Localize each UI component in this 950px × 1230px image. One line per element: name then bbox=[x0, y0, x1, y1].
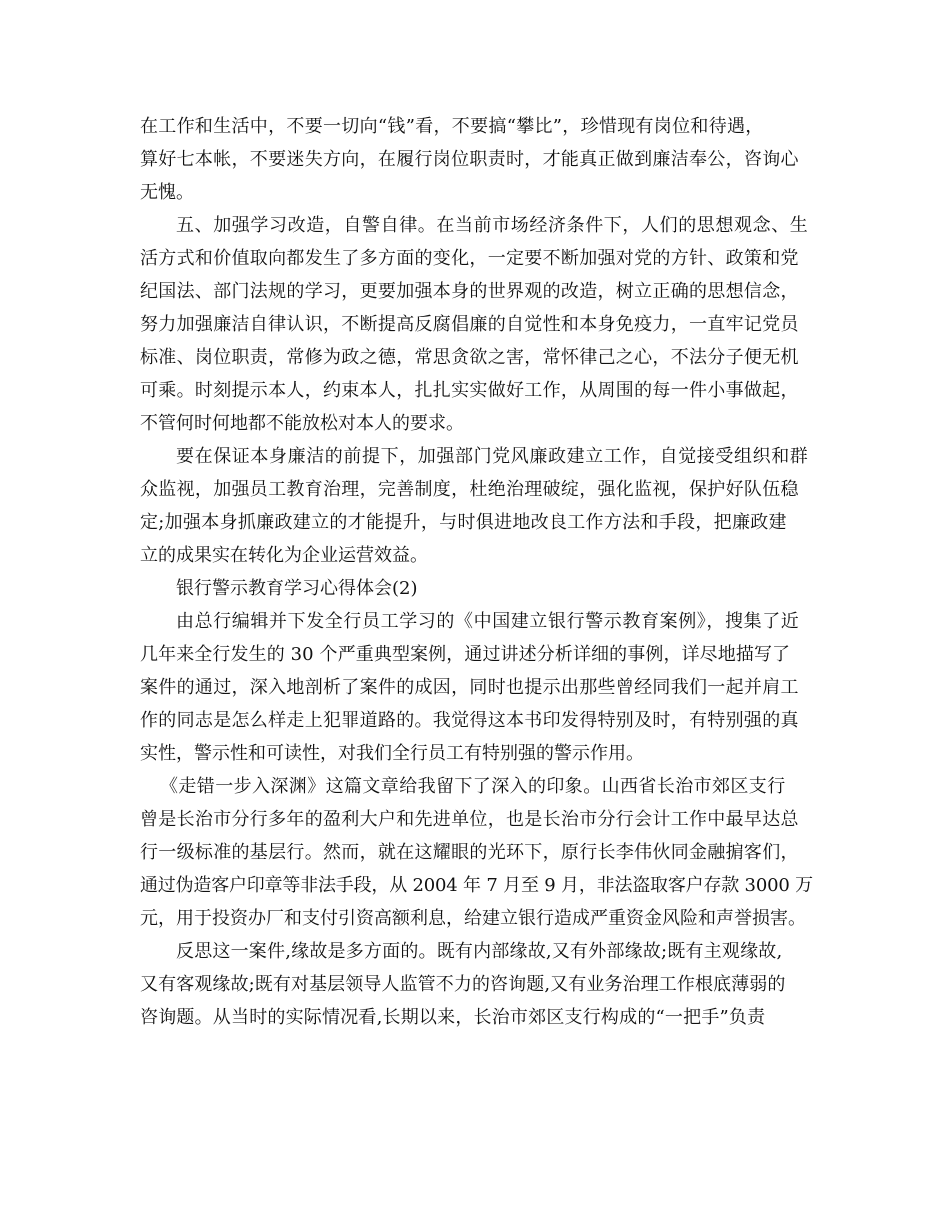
text-line: 几年来全行发生的 30 个严重典型案例，通过讲述分析详细的事例，详尽地描写了 bbox=[140, 644, 791, 665]
text-line: 反思这一案件,缘故是多方面的。既有内部缘故,又有外部缘故;既有主观缘故, bbox=[176, 941, 783, 962]
text-line: 众监视，加强员工教育治理，完善制度，杜绝治理破绽，强化监视，保护好队伍稳 bbox=[140, 479, 799, 500]
text-line: 活方式和价值取向都发生了多方面的变化，一定要不断加强对党的方针、政策和党 bbox=[140, 248, 799, 269]
text-line: 通过伪造客户印章等非法手段，从 2004 年 7 月至 9 月，非法盗取客户存款 3000 万 bbox=[140, 875, 813, 896]
paragraph-3 bbox=[140, 440, 840, 572]
text-line: 可乘。时刻提示本人，约束本人，扎扎实实做好工作，从周围的每一件小事做起， bbox=[140, 380, 799, 401]
document-body bbox=[140, 110, 840, 1034]
text-line: 努力加强廉洁自律认识，不断提高反腐倡廉的自觉性和本身免疫力，一直牢记党员 bbox=[140, 314, 799, 335]
text-line: 《走错一步入深渊》这篇文章给我留下了深入的印象。山西省长治市郊区支行 bbox=[160, 776, 786, 797]
paragraph-1 bbox=[140, 110, 840, 209]
text-line: 无愧。 bbox=[140, 182, 194, 203]
text-line: 算好七本帐，不要迷失方向，在履行岗位职责时，才能真正做到廉洁奉公，咨询心 bbox=[140, 149, 799, 170]
text-line: 又有客观缘故;既有对基层领导人监管不力的咨询题,又有业务治理工作根底薄弱的 bbox=[140, 974, 786, 995]
text-line: 实性，警示性和可读性，对我们全行员工有特别强的警示作用。 bbox=[140, 743, 644, 764]
text-line: 咨询题。从当时的实际情况看,长期以来，长治市郊区支行构成的“一把手”负责 bbox=[140, 1007, 766, 1028]
text-line: 不管何时何地都不能放松对本人的要求。 bbox=[140, 413, 464, 434]
text-line: 标准、岗位职责，常修为政之德，常思贪欲之害，常怀律己之心，不法分子便无机 bbox=[140, 347, 799, 368]
paragraph-7 bbox=[140, 935, 840, 1034]
text-line: 纪国法、部门法规的学习，更要加强本身的世界观的改造，树立正确的思想信念， bbox=[140, 281, 799, 302]
text-line: 案件的通过，深入地剖析了案件的成因，同时也提示出那些曾经同我们一起并肩工 bbox=[140, 677, 799, 698]
section-heading bbox=[140, 572, 840, 605]
text-line: 五、加强学习改造，自警自律。在当前市场经济条件下，人们的思想观念、生 bbox=[176, 215, 809, 236]
text-line: 要在保证本身廉洁的前提下，加强部门党风廉政建立工作，自觉接受组织和群 bbox=[176, 446, 809, 467]
text-line: 由总行编辑并下发全行员工学习的《中国建立银行警示教育案例》，搜集了近 bbox=[176, 611, 800, 632]
paragraph-5 bbox=[140, 605, 840, 770]
section-title: 银行警示教育学习心得体会(2) bbox=[176, 578, 418, 599]
text-line: 曾是长治市分行多年的盈利大户和先进单位，也是长治市分行会计工作中最早达总 bbox=[140, 809, 799, 830]
text-line: 在工作和生活中，不要一切向“钱”看，不要搞“攀比”，珍惜现有岗位和待遇， bbox=[140, 116, 764, 137]
text-line: 立的成果实在转化为企业运营效益。 bbox=[140, 545, 428, 566]
text-line: 作的同志是怎么样走上犯罪道路的。我觉得这本书印发得特别及时，有特别强的真 bbox=[140, 710, 799, 731]
paragraph-6 bbox=[140, 770, 840, 935]
text-line: 行一级标准的基层行。然而，就在这耀眼的光环下，原行长李伟伙同金融掮客们， bbox=[140, 842, 799, 863]
text-line: 元，用于投资办厂和支付引资高额利息，给建立银行造成严重资金风险和声誉损害。 bbox=[140, 908, 806, 929]
text-line: 定;加强本身抓廉政建立的才能提升，与时俱进地改良工作方法和手段，把廉政建 bbox=[140, 512, 787, 533]
paragraph-2 bbox=[140, 209, 840, 440]
